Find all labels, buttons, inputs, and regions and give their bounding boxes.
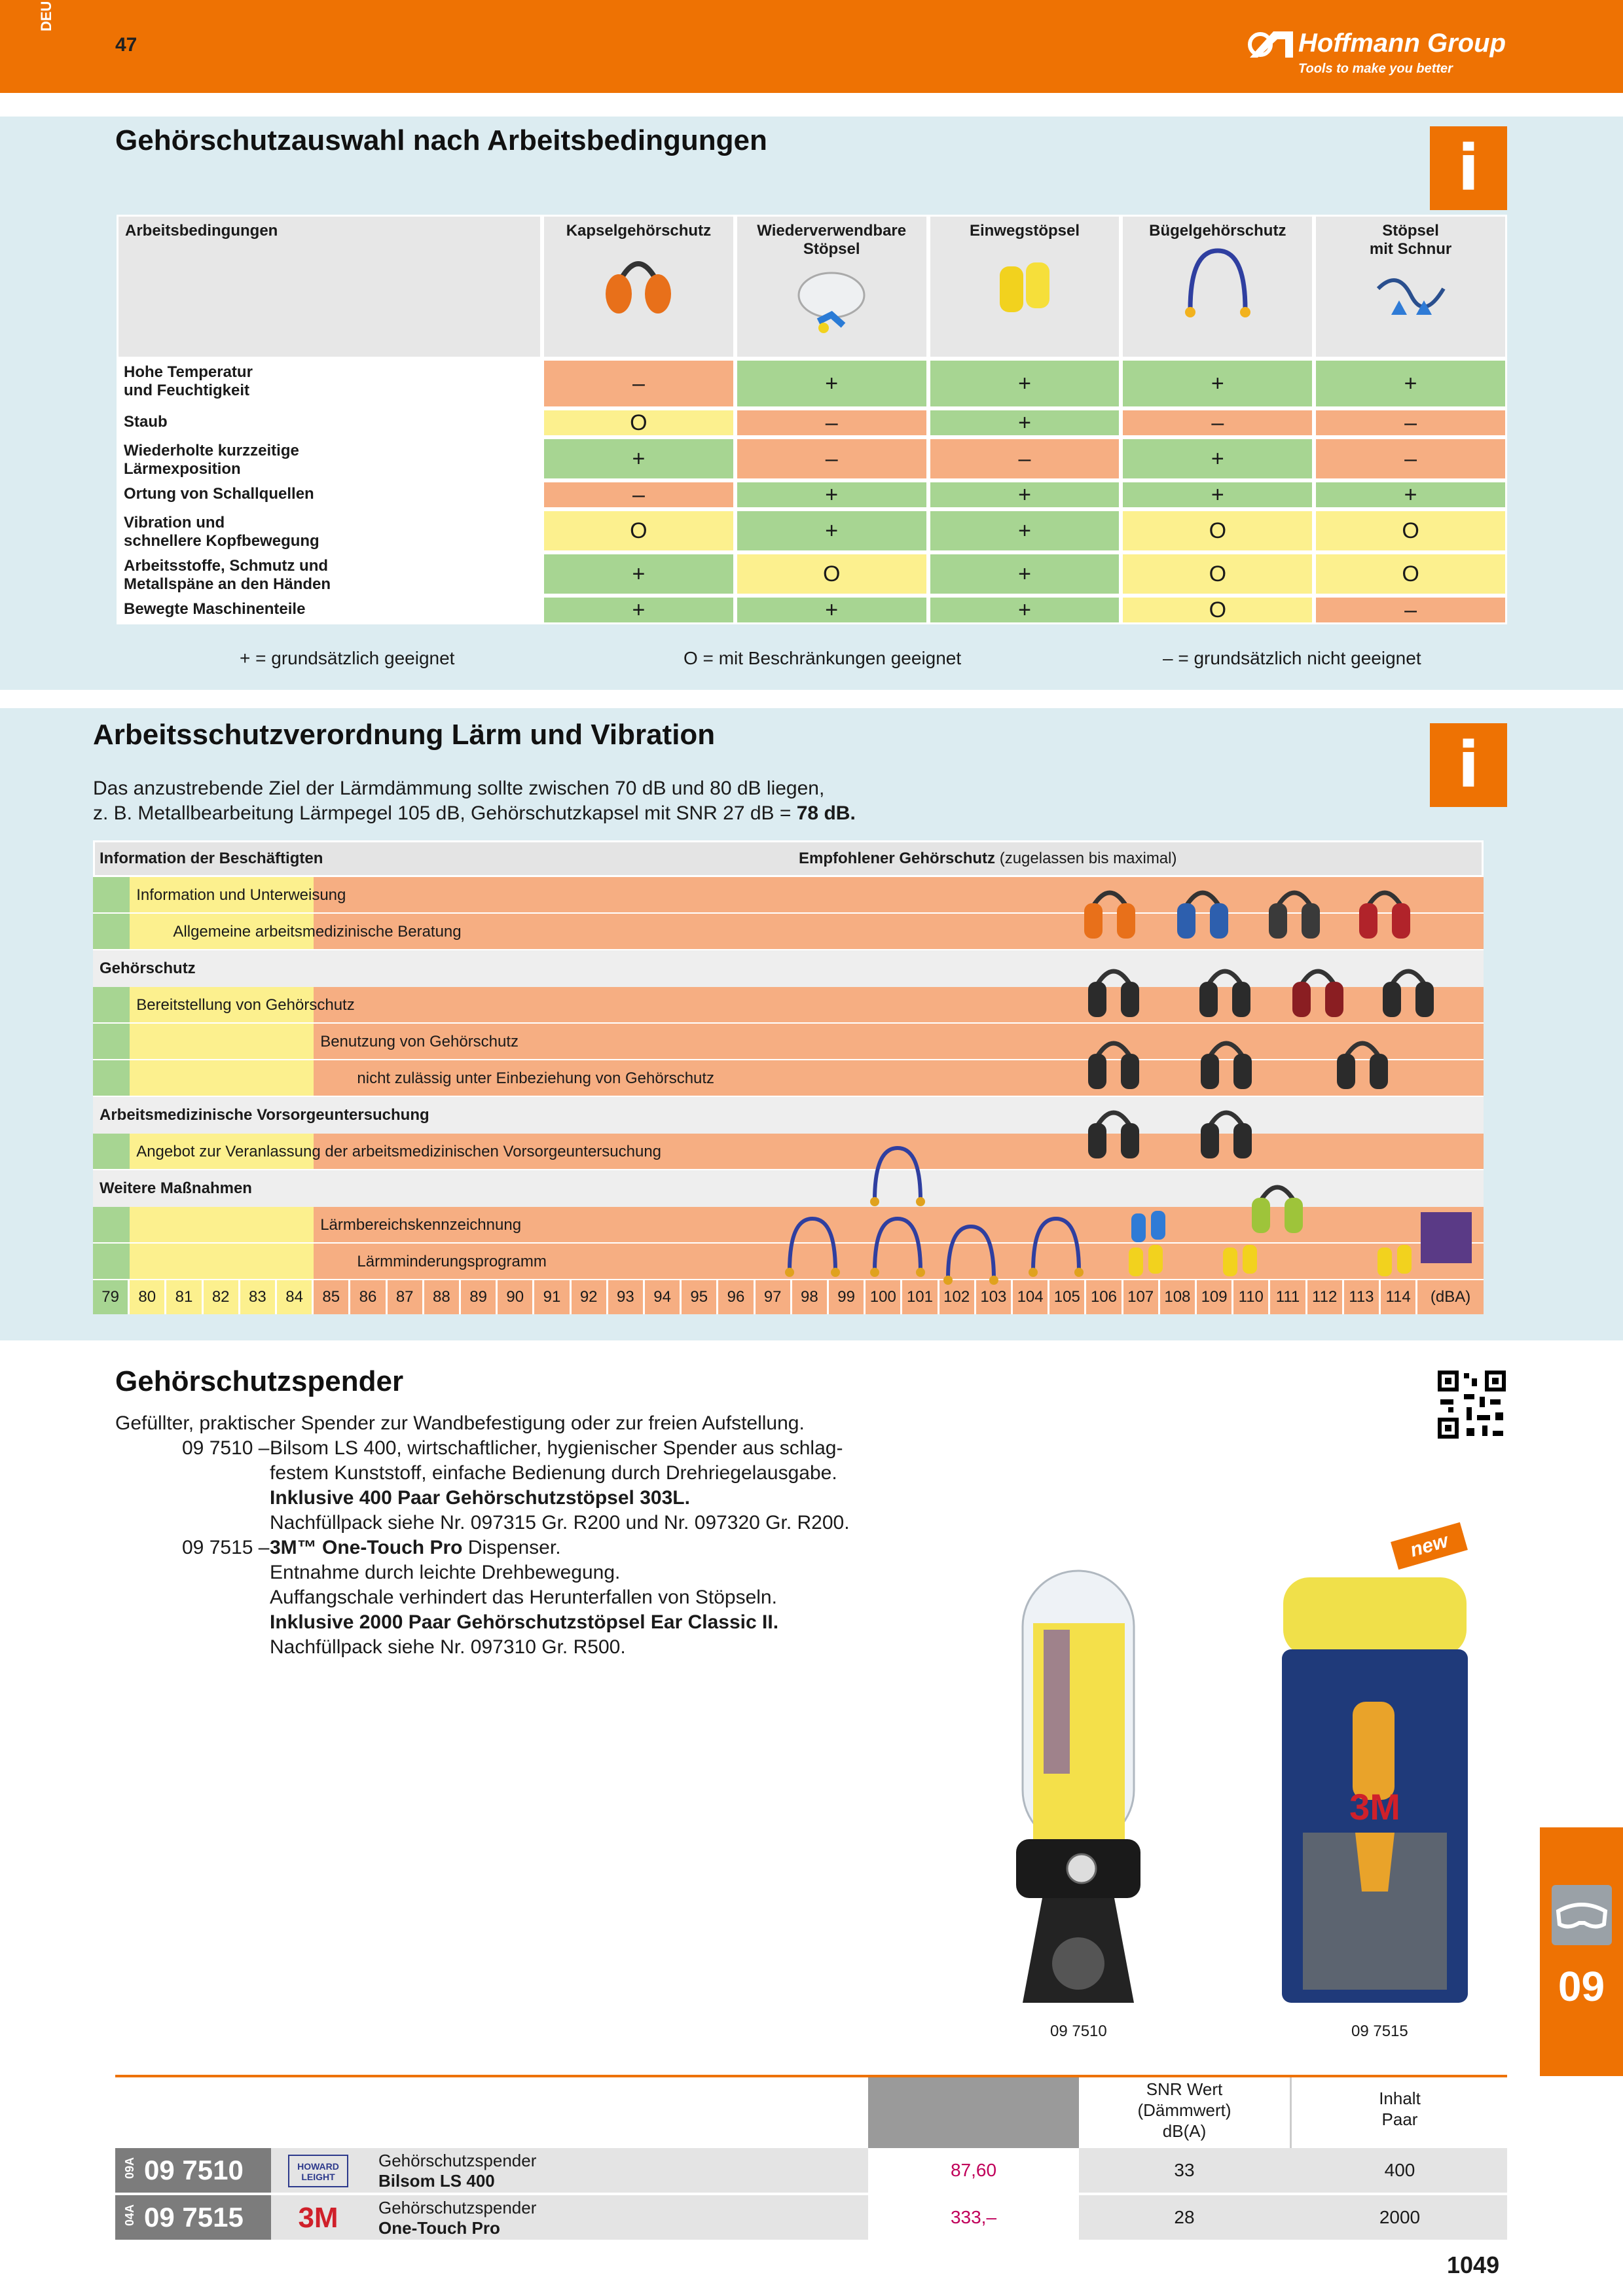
db-scale-cell: 103 xyxy=(976,1280,1013,1314)
band-green-segment xyxy=(93,1134,130,1170)
product-name-line1: Gehörschutzspender xyxy=(378,2151,537,2170)
noise-chart xyxy=(93,840,1484,1319)
dispenser-intro: Gefüllter, praktischer Spender zur Wandbefestigung oder zur freien Aufstellung. xyxy=(115,1412,805,1434)
intro-line-2 xyxy=(93,801,856,826)
db-scale-cell: 94 xyxy=(645,1280,682,1314)
section-page-number: 47 xyxy=(115,34,137,56)
db-scale-cell: 98 xyxy=(792,1280,829,1314)
rating-cell: + xyxy=(1121,480,1314,509)
band-yellow-segment xyxy=(130,1207,314,1244)
earmuff-icon xyxy=(1084,1100,1143,1166)
rating-cell: – xyxy=(542,480,735,509)
product-content: 2000 xyxy=(1379,2207,1421,2227)
chapter-tab[interactable] xyxy=(1540,1827,1623,2076)
db-scale-cell: 87 xyxy=(388,1280,424,1314)
earplug-icon xyxy=(1219,1241,1265,1283)
band-green-segment xyxy=(93,1060,130,1097)
db-scale-cell: 97 xyxy=(756,1280,792,1314)
band-green-segment xyxy=(93,1024,130,1060)
earmuff-icon xyxy=(1195,958,1254,1024)
chapter-number: 09 xyxy=(1558,1963,1605,2010)
legend-unsuitable: – = grundsätzlich nicht geeignet xyxy=(1163,648,1421,668)
condition-label: Arbeitsstoffe, Schmutz und Metallspäne an den Händen xyxy=(117,552,542,596)
rating-cell: + xyxy=(1121,359,1314,408)
rating-cell: – xyxy=(1121,408,1314,437)
brand-tagline: Tools to make you better xyxy=(1298,62,1453,76)
item2-line3: Auffangschale verhindert das Herunterfallen von Stöpseln. xyxy=(270,1587,777,1608)
db-scale-cell: 90 xyxy=(498,1280,534,1314)
item2-number: 09 7515 – xyxy=(182,1537,270,1558)
item2-line4: Inklusive 2000 Paar Gehörschutzstöpsel Ear Classic II. xyxy=(270,1611,779,1633)
earmuff-icon xyxy=(1173,880,1232,946)
column-header-label: Einwegstöpsel xyxy=(969,222,1080,240)
db-scale-cell: 113 xyxy=(1344,1280,1381,1314)
band-label: Gehörschutz xyxy=(100,960,196,977)
product-name-line2: Bilsom LS 400 xyxy=(378,2171,495,2191)
rating-cell: + xyxy=(542,437,735,480)
headband-plug-icon xyxy=(941,1220,1000,1289)
selection-table xyxy=(117,215,1507,634)
earmuff-icon xyxy=(1084,1030,1143,1096)
db-scale-cell: 95 xyxy=(682,1280,718,1314)
rating-cell: O xyxy=(1121,509,1314,552)
content-header: Inhalt Paar xyxy=(1379,2089,1421,2129)
db-scale-cell: 93 xyxy=(608,1280,645,1314)
intro-line-2-text: z. B. Metallbearbeitung Lärmpegel 105 dB, Gehörschutzkapsel mit SNR 27 dB = xyxy=(93,802,797,824)
item1-number: 09 7510 – xyxy=(182,1437,270,1459)
logo-icon xyxy=(1247,29,1294,60)
product-number-cell xyxy=(115,2148,271,2193)
band-label: Allgemeine arbeitsmedizinische Beratung xyxy=(173,923,462,941)
item1-line4: Nachfüllpack siehe Nr. 097315 Gr. R200 und Nr. 097320 Gr. R200. xyxy=(270,1512,850,1534)
column-product-image xyxy=(544,244,733,327)
chart-header-right: Empfohlener Gehörschutz (zugelassen bis maximal) xyxy=(799,850,1177,867)
intro-line-1: Das anzustrebende Ziel der Lärmdämmung sollte zwischen 70 dB und 80 dB liegen, xyxy=(93,778,825,799)
uvex-box-icon xyxy=(1421,1212,1472,1263)
condition-label: Wiederholte kurzzeitige Lärmexposition xyxy=(117,437,542,480)
rating-cell: + xyxy=(928,552,1122,596)
product-code: 04A xyxy=(123,2204,137,2227)
headband-plug-icon xyxy=(783,1212,842,1281)
info-icon-2: i xyxy=(1430,723,1507,807)
table-corner-header: Arbeitsbedingungen xyxy=(117,215,542,359)
condition-label: Bewegte Maschinenteile xyxy=(117,596,542,624)
headband-plug-icon xyxy=(1027,1212,1085,1281)
db-scale-cell: 85 xyxy=(314,1280,350,1314)
caption-09-7510: 09 7510 xyxy=(1050,2022,1107,2040)
rating-cell: + xyxy=(542,596,735,624)
rating-cell: + xyxy=(735,596,928,624)
earplug-icon xyxy=(1374,1241,1419,1283)
dispenser-bilsom-image xyxy=(1003,1558,1154,2016)
rating-cell: + xyxy=(928,480,1122,509)
db-scale-cell: 101 xyxy=(902,1280,939,1314)
earmuff-icon xyxy=(1265,880,1324,946)
product-name-line1: Gehörschutzspender xyxy=(378,2198,537,2217)
rating-cell: + xyxy=(928,596,1122,624)
earmuff-icon xyxy=(1197,1030,1256,1096)
caption-09-7515: 09 7515 xyxy=(1351,2022,1408,2040)
headband-plug-icon xyxy=(868,1212,927,1281)
band-green-segment xyxy=(93,1207,130,1244)
item1-line2: festem Kunststoff, einfache Bedienung durch Drehriegelausgabe. xyxy=(270,1462,837,1484)
band-green-segment xyxy=(93,987,130,1024)
db-scale-cell: 99 xyxy=(829,1280,866,1314)
column-product-image xyxy=(930,244,1120,327)
band-label: Lärmminderungsprogramm xyxy=(357,1253,547,1270)
earmuff-icon xyxy=(1248,1174,1307,1240)
condition-label: Vibration und schnellere Kopfbewegung xyxy=(117,509,542,552)
earmuff-icon xyxy=(1197,1100,1256,1166)
column-header-label: Kapselgehörschutz xyxy=(566,222,712,240)
item-09-7510 xyxy=(115,1436,1032,1658)
db-scale-cell: 105 xyxy=(1049,1280,1086,1314)
product-content: 400 xyxy=(1384,2160,1415,2180)
hoffmann-logo xyxy=(1247,26,1509,81)
db-scale-cell: 92 xyxy=(572,1280,608,1314)
dispenser-3m-image xyxy=(1277,1558,1473,2016)
rating-cell: + xyxy=(542,552,735,596)
rating-cell: + xyxy=(1314,359,1507,408)
legend-limited: O = mit Beschränkungen geeignet xyxy=(684,648,962,668)
rating-cell: O xyxy=(1314,509,1507,552)
table-top-rule xyxy=(115,2075,1507,2077)
rating-cell: O xyxy=(542,509,735,552)
rating-cell: + xyxy=(735,480,928,509)
column-header-2 xyxy=(735,215,928,359)
price-header-cell xyxy=(868,2077,1079,2148)
product-name-line2: One-Touch Pro xyxy=(378,2218,500,2238)
rating-cell: – xyxy=(1314,437,1507,480)
regulation-intro xyxy=(93,776,856,826)
band-green-segment xyxy=(93,914,130,950)
condition-label: Ortung von Schallquellen xyxy=(117,480,542,509)
rating-cell: + xyxy=(735,509,928,552)
new-badge: new xyxy=(1391,1522,1468,1570)
band-label: Arbeitsmedizinische Vorsorgeuntersuchung xyxy=(100,1106,429,1124)
band-label: Angebot zur Veranlassung der arbeitsmedizinischen Vorsorgeuntersuchung xyxy=(136,1143,662,1160)
headband-plug-icon xyxy=(868,1141,927,1210)
earmuff-icon xyxy=(1355,880,1414,946)
db-scale-cell: 100 xyxy=(866,1280,902,1314)
condition-label: Staub xyxy=(117,408,542,437)
earmuff-icon xyxy=(1379,958,1438,1024)
column-header-5 xyxy=(1314,215,1507,359)
column-header-3 xyxy=(928,215,1122,359)
brand-name: Hoffmann Group xyxy=(1298,29,1506,58)
db-scale-cell: 79 xyxy=(93,1280,130,1314)
db-scale-cell: 112 xyxy=(1307,1280,1344,1314)
db-scale-cell: 107 xyxy=(1123,1280,1160,1314)
product-number-cell xyxy=(115,2195,271,2240)
item2-line1-rest: Dispenser. xyxy=(462,1537,561,1558)
product-code: 09A xyxy=(123,2157,137,2179)
db-scale-cell: 80 xyxy=(130,1280,166,1314)
item2-line5: Nachfüllpack siehe Nr. 097310 Gr. R500. xyxy=(270,1636,626,1658)
item2-line2: Entnahme durch leichte Drehbewegung. xyxy=(270,1562,621,1583)
rating-cell: + xyxy=(1121,437,1314,480)
product-name xyxy=(378,2148,863,2193)
brand-logo: HOWARD LEIGHT xyxy=(288,2155,348,2187)
rating-cell: + xyxy=(735,359,928,408)
db-scale-cell: 84 xyxy=(277,1280,314,1314)
product-snr: 33 xyxy=(1174,2160,1195,2180)
product-snr: 28 xyxy=(1174,2207,1195,2227)
db-scale-cell: 108 xyxy=(1160,1280,1197,1314)
earmuff-icon xyxy=(1333,1030,1392,1096)
product-price: 87,60 xyxy=(868,2148,1079,2193)
band-green-segment xyxy=(93,877,130,914)
column-product-image xyxy=(737,262,926,346)
db-scale-cell: 96 xyxy=(718,1280,755,1314)
item2-brand-name: 3M™ One-Touch Pro xyxy=(270,1537,463,1558)
db-scale-cell: 89 xyxy=(461,1280,498,1314)
section-title-dispenser: Gehörschutzspender xyxy=(115,1365,404,1397)
safety-goggles-icon xyxy=(1552,1885,1612,1945)
db-scale-cell: 82 xyxy=(204,1280,240,1314)
rating-cell: + xyxy=(928,359,1122,408)
snr-header: SNR Wert (Dämmwert) dB(A) xyxy=(1137,2079,1231,2141)
band-yellow-segment xyxy=(130,1060,314,1097)
db-scale-cell: 102 xyxy=(939,1280,976,1314)
rating-cell: – xyxy=(928,437,1122,480)
rating-cell: O xyxy=(1314,552,1507,596)
column-product-image xyxy=(1123,244,1312,327)
db-scale-cell: 110 xyxy=(1233,1280,1270,1314)
db-unit-cell: (dBA) xyxy=(1417,1280,1484,1314)
language-code: DEU xyxy=(38,1,54,31)
earmuff-icon xyxy=(1288,958,1347,1024)
column-header-label: Wiederverwendbare Stöpsel xyxy=(757,222,907,258)
product-price: 333,– xyxy=(868,2195,1079,2240)
section-title-selection: Gehörschutzauswahl nach Arbeitsbedingungen xyxy=(115,124,767,156)
brand-logo: 3M xyxy=(298,2202,338,2234)
earmuff-icon xyxy=(1080,880,1139,946)
rating-cell: – xyxy=(735,437,928,480)
rating-cell: – xyxy=(542,359,735,408)
rating-cell: O xyxy=(1121,552,1314,596)
rating-cell: – xyxy=(735,408,928,437)
3m-logo-on-dispenser: 3M xyxy=(1349,1786,1400,1827)
column-header-label: Bügelgehörschutz xyxy=(1149,222,1286,240)
dispenser-description xyxy=(115,1411,1032,1658)
db-scale-cell: 88 xyxy=(424,1280,461,1314)
rating-cell: – xyxy=(1314,408,1507,437)
band-yellow-segment xyxy=(130,1024,314,1060)
db-scale-cell: 109 xyxy=(1197,1280,1233,1314)
band-label: Benutzung von Gehörschutz xyxy=(320,1033,519,1050)
band-yellow-segment xyxy=(130,1244,314,1280)
page-number: 1049 xyxy=(1447,2251,1500,2278)
db-scale-cell: 106 xyxy=(1086,1280,1123,1314)
db-scale-cell: 111 xyxy=(1270,1280,1307,1314)
section-title-regulation: Arbeitsschutzverordnung Lärm und Vibration xyxy=(93,719,716,751)
item1-line1: Bilsom LS 400, wirtschaftlicher, hygienischer Spender aus schlag- xyxy=(270,1437,843,1459)
band-label: nicht zulässig unter Einbeziehung von Gehörschutz xyxy=(357,1069,715,1087)
qr-code-icon[interactable] xyxy=(1435,1368,1508,1441)
chart-header-left: Information der Beschäftigten xyxy=(100,850,323,867)
rating-cell: O xyxy=(542,408,735,437)
earmuff-icon xyxy=(1084,958,1143,1024)
rating-cell: + xyxy=(1314,480,1507,509)
db-scale-cell: 104 xyxy=(1013,1280,1049,1314)
item1-line3: Inklusive 400 Paar Gehörschutzstöpsel 303L. xyxy=(270,1487,690,1509)
band-green-segment xyxy=(93,1244,130,1280)
rating-cell: O xyxy=(1121,596,1314,624)
band-label: Bereitstellung von Gehörschutz xyxy=(136,996,355,1014)
info-icon: i xyxy=(1430,126,1507,210)
product-number[interactable]: 09 7510 xyxy=(144,2155,244,2185)
db-scale-cell: 114 xyxy=(1381,1280,1417,1314)
header-divider xyxy=(1290,2077,1292,2148)
intro-result: 78 dB. xyxy=(796,802,856,824)
item2-line1 xyxy=(270,1535,561,1560)
column-header-label: Stöpsel mit Schnur xyxy=(1369,222,1452,258)
db-scale-cell: 91 xyxy=(534,1280,571,1314)
product-name xyxy=(378,2195,863,2240)
band-label: Lärmbereichskennzeichnung xyxy=(320,1216,522,1234)
band-label: Information und Unterweisung xyxy=(136,886,346,904)
rating-cell: O xyxy=(735,552,928,596)
product-number[interactable]: 09 7515 xyxy=(144,2202,244,2233)
band-label: Weitere Maßnahmen xyxy=(100,1179,252,1197)
db-scale-cell: 81 xyxy=(166,1280,203,1314)
rating-cell: + xyxy=(928,509,1122,552)
legend-suitable: + = grundsätzlich geeignet xyxy=(240,648,455,668)
column-header-1 xyxy=(542,215,735,359)
column-header-4 xyxy=(1121,215,1314,359)
rating-cell: – xyxy=(1314,596,1507,624)
earplug-icon xyxy=(1127,1207,1173,1249)
condition-label: Hohe Temperatur und Feuchtigkeit xyxy=(117,359,542,408)
column-product-image xyxy=(1316,262,1505,346)
db-scale-cell: 83 xyxy=(240,1280,277,1314)
db-scale-cell: 86 xyxy=(350,1280,387,1314)
rating-cell: + xyxy=(928,408,1122,437)
